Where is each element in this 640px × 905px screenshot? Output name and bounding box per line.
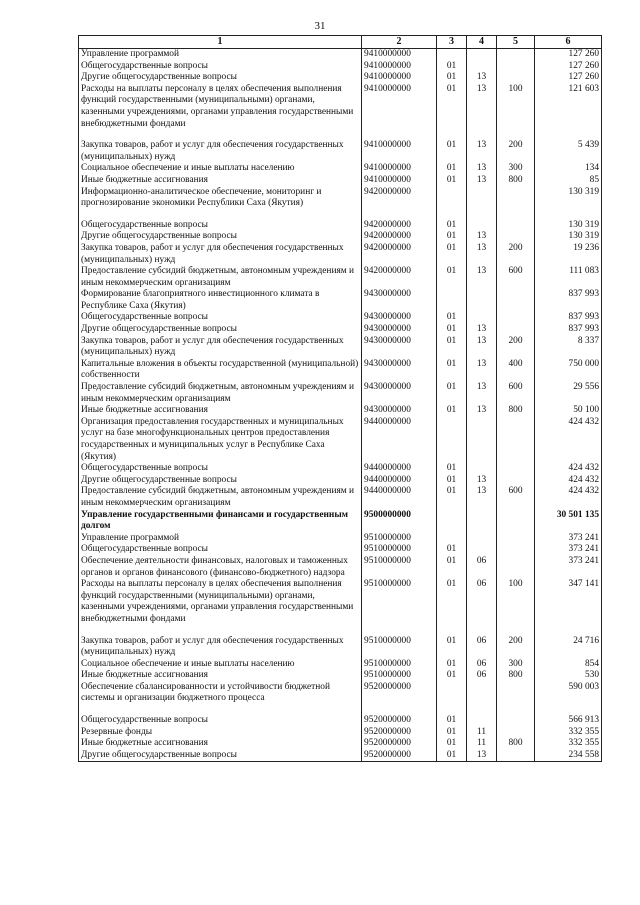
row-name-cell: Иные бюджетные ассигнования: [79, 670, 362, 682]
spacer-cell: [362, 130, 437, 140]
table-row: [79, 312, 602, 324]
row-amount-cell: 85: [535, 175, 602, 187]
table-row: [79, 84, 602, 130]
row-spacer: [79, 130, 602, 140]
table-row: [79, 659, 602, 671]
row-expense-type-cell: 600: [497, 382, 535, 405]
row-code-cell: 9410000000: [362, 49, 437, 61]
row-code-cell: 9520000000: [362, 682, 437, 705]
row-expense-type-cell: 300: [497, 659, 535, 671]
row-section-cell: 01: [437, 61, 467, 73]
row-name-cell: Формирование благоприятного инвестиционного климата в Республике Саха (Якутия): [79, 289, 362, 312]
row-section-cell: 01: [437, 486, 467, 509]
row-amount-cell: 424 432: [535, 475, 602, 487]
spacer-cell: [535, 705, 602, 715]
table-row: [79, 140, 602, 163]
spacer-cell: [535, 626, 602, 636]
row-name-cell: Расходы на выплаты персоналу в целях обеспечения выполнения функций государственными (муниципальными) органами, казенными учреждениями, органами управления государственными внебюджетными фондами: [79, 579, 362, 625]
row-code-cell: 9430000000: [362, 289, 437, 312]
row-name-cell: Предоставление субсидий бюджетным, автономным учреждениям и иным некоммерческим организациям: [79, 382, 362, 405]
row-subsection-cell: 13: [467, 163, 497, 175]
row-subsection-cell: [467, 49, 497, 61]
row-subsection-cell: [467, 187, 497, 210]
table-row: [79, 72, 602, 84]
table-row: [79, 544, 602, 556]
row-code-cell: 9410000000: [362, 140, 437, 163]
row-subsection-cell: 13: [467, 359, 497, 382]
row-section-cell: 01: [437, 336, 467, 359]
table-row: [79, 486, 602, 509]
spacer-cell: [79, 705, 362, 715]
table-row: [79, 49, 602, 61]
row-code-cell: 9420000000: [362, 231, 437, 243]
row-subsection-cell: [467, 61, 497, 73]
page-number: 31: [314, 20, 326, 32]
row-name-cell: Социальное обеспечение и иные выплаты населению: [79, 659, 362, 671]
row-amount-cell: 373 241: [535, 556, 602, 579]
row-amount-cell: 837 993: [535, 289, 602, 312]
row-subsection-cell: [467, 715, 497, 727]
spacer-cell: [79, 626, 362, 636]
row-code-cell: 9420000000: [362, 187, 437, 210]
row-section-cell: [437, 682, 467, 705]
row-section-cell: 01: [437, 727, 467, 739]
row-expense-type-cell: [497, 556, 535, 579]
row-subsection-cell: [467, 544, 497, 556]
row-name-cell: Другие общегосударственные вопросы: [79, 324, 362, 336]
table-header-row: [79, 36, 602, 49]
row-section-cell: 01: [437, 670, 467, 682]
row-name-cell: Иные бюджетные ассигнования: [79, 405, 362, 417]
row-section-cell: [437, 187, 467, 210]
spacer-cell: [362, 705, 437, 715]
row-name-cell: Общегосударственные вопросы: [79, 61, 362, 73]
row-expense-type-cell: [497, 750, 535, 762]
row-expense-type-cell: [497, 463, 535, 475]
row-code-cell: 9420000000: [362, 243, 437, 266]
row-expense-type-cell: [497, 61, 535, 73]
row-expense-type-cell: [497, 324, 535, 336]
row-expense-type-cell: 800: [497, 405, 535, 417]
table-row: [79, 510, 602, 533]
row-expense-type-cell: [497, 289, 535, 312]
row-section-cell: [437, 533, 467, 545]
row-name-cell: Социальное обеспечение и иные выплаты населению: [79, 163, 362, 175]
table-row: [79, 682, 602, 705]
row-spacer: [79, 210, 602, 220]
row-code-cell: 9430000000: [362, 382, 437, 405]
row-subsection-cell: 13: [467, 231, 497, 243]
row-amount-cell: 854: [535, 659, 602, 671]
row-expense-type-cell: [497, 727, 535, 739]
header-col-3: 3: [437, 36, 467, 49]
row-name-cell: Резервные фонды: [79, 727, 362, 739]
row-section-cell: [437, 417, 467, 463]
row-section-cell: 01: [437, 750, 467, 762]
row-section-cell: [437, 49, 467, 61]
row-subsection-cell: 06: [467, 556, 497, 579]
row-code-cell: 9440000000: [362, 463, 437, 475]
row-expense-type-cell: 100: [497, 84, 535, 130]
table-row: [79, 220, 602, 232]
row-name-cell: Общегосударственные вопросы: [79, 312, 362, 324]
spacer-cell: [437, 210, 467, 220]
row-name-cell: Иные бюджетные ассигнования: [79, 175, 362, 187]
row-name-cell: Другие общегосударственные вопросы: [79, 72, 362, 84]
row-section-cell: 01: [437, 556, 467, 579]
header-col-1: 1: [79, 36, 362, 49]
row-section-cell: 01: [437, 140, 467, 163]
row-code-cell: 9520000000: [362, 715, 437, 727]
row-section-cell: 01: [437, 579, 467, 625]
row-subsection-cell: [467, 289, 497, 312]
header-col-5: 5: [497, 36, 535, 49]
row-amount-cell: 424 432: [535, 417, 602, 463]
row-name-cell: Закупка товаров, работ и услуг для обеспечения государственных (муниципальных) нужд: [79, 336, 362, 359]
row-section-cell: 01: [437, 231, 467, 243]
table-row: [79, 163, 602, 175]
spacer-cell: [362, 210, 437, 220]
spacer-cell: [437, 705, 467, 715]
row-amount-cell: 424 432: [535, 463, 602, 475]
table-row: [79, 336, 602, 359]
spacer-cell: [497, 705, 535, 715]
row-expense-type-cell: 600: [497, 266, 535, 289]
table-row: [79, 405, 602, 417]
row-amount-cell: 130 319: [535, 220, 602, 232]
row-subsection-cell: [467, 682, 497, 705]
row-expense-type-cell: 200: [497, 140, 535, 163]
row-subsection-cell: 13: [467, 140, 497, 163]
row-code-cell: 9520000000: [362, 727, 437, 739]
row-expense-type-cell: [497, 475, 535, 487]
row-subsection-cell: 06: [467, 636, 497, 659]
row-code-cell: 9510000000: [362, 556, 437, 579]
row-expense-type-cell: 800: [497, 175, 535, 187]
row-section-cell: 01: [437, 220, 467, 232]
row-code-cell: 9510000000: [362, 544, 437, 556]
row-subsection-cell: 13: [467, 475, 497, 487]
row-amount-cell: 373 241: [535, 533, 602, 545]
row-subsection-cell: 06: [467, 659, 497, 671]
row-expense-type-cell: [497, 72, 535, 84]
row-section-cell: 01: [437, 175, 467, 187]
row-subsection-cell: 13: [467, 405, 497, 417]
row-section-cell: 01: [437, 312, 467, 324]
table-row: [79, 750, 602, 762]
row-section-cell: [437, 510, 467, 533]
row-code-cell: 9410000000: [362, 84, 437, 130]
row-section-cell: 01: [437, 243, 467, 266]
table-row: [79, 579, 602, 625]
table-row: [79, 475, 602, 487]
row-name-cell: Закупка товаров, работ и услуг для обеспечения государственных (муниципальных) нужд: [79, 140, 362, 163]
row-section-cell: 01: [437, 72, 467, 84]
row-name-cell: Обеспечение деятельности финансовых, налоговых и таможенных органов и органов финансового (финансово-бюджетного) надзора: [79, 556, 362, 579]
table-row: [79, 556, 602, 579]
row-subsection-cell: [467, 417, 497, 463]
row-section-cell: 01: [437, 463, 467, 475]
row-expense-type-cell: 400: [497, 359, 535, 382]
table-row: [79, 670, 602, 682]
row-code-cell: 9420000000: [362, 220, 437, 232]
row-section-cell: 01: [437, 475, 467, 487]
spacer-cell: [79, 130, 362, 140]
header-col-6: 6: [535, 36, 602, 49]
row-code-cell: 9410000000: [362, 175, 437, 187]
row-section-cell: 01: [437, 738, 467, 750]
row-code-cell: 9440000000: [362, 417, 437, 463]
row-code-cell: 9430000000: [362, 359, 437, 382]
row-spacer: [79, 626, 602, 636]
spacer-cell: [437, 626, 467, 636]
row-name-cell: Иные бюджетные ассигнования: [79, 738, 362, 750]
row-name-cell: Общегосударственные вопросы: [79, 463, 362, 475]
row-code-cell: 9520000000: [362, 750, 437, 762]
row-section-cell: 01: [437, 84, 467, 130]
row-code-cell: 9520000000: [362, 738, 437, 750]
row-code-cell: 9430000000: [362, 405, 437, 417]
spacer-cell: [497, 626, 535, 636]
row-section-cell: [437, 289, 467, 312]
table-row: [79, 382, 602, 405]
row-name-cell: Общегосударственные вопросы: [79, 715, 362, 727]
row-subsection-cell: 13: [467, 266, 497, 289]
row-amount-cell: 373 241: [535, 544, 602, 556]
table-row: [79, 266, 602, 289]
row-amount-cell: 332 355: [535, 727, 602, 739]
row-subsection-cell: 13: [467, 382, 497, 405]
row-name-cell: Расходы на выплаты персоналу в целях обеспечения выполнения функций государственными (муниципальными) органами, казенными учреждениями, органами управления государственными внебюджетными фондами: [79, 84, 362, 130]
row-subsection-cell: 11: [467, 727, 497, 739]
row-amount-cell: 50 100: [535, 405, 602, 417]
row-expense-type-cell: [497, 49, 535, 61]
row-section-cell: 01: [437, 163, 467, 175]
header-col-4: 4: [467, 36, 497, 49]
row-name-cell: Капитальные вложения в объекты государственной (муниципальной) собственности: [79, 359, 362, 382]
row-name-cell: Управление программой: [79, 533, 362, 545]
budget-table: [78, 35, 602, 762]
row-amount-cell: 590 003: [535, 682, 602, 705]
row-subsection-cell: 13: [467, 72, 497, 84]
spacer-cell: [467, 705, 497, 715]
table-row: [79, 324, 602, 336]
table-row: [79, 417, 602, 463]
row-amount-cell: 111 083: [535, 266, 602, 289]
row-subsection-cell: 13: [467, 486, 497, 509]
row-subsection-cell: [467, 533, 497, 545]
row-amount-cell: 347 141: [535, 579, 602, 625]
row-expense-type-cell: 200: [497, 243, 535, 266]
row-amount-cell: 837 993: [535, 324, 602, 336]
row-name-cell: Обеспечение сбалансированности и устойчивости бюджетной системы и организации бюджетного процесса: [79, 682, 362, 705]
row-amount-cell: 566 913: [535, 715, 602, 727]
table-row: [79, 289, 602, 312]
row-amount-cell: 130 319: [535, 231, 602, 243]
row-subsection-cell: [467, 510, 497, 533]
table-row: [79, 243, 602, 266]
row-expense-type-cell: 100: [497, 579, 535, 625]
row-expense-type-cell: [497, 220, 535, 232]
row-name-cell: Управление программой: [79, 49, 362, 61]
row-amount-cell: 30 501 135: [535, 510, 602, 533]
row-amount-cell: 127 260: [535, 49, 602, 61]
row-section-cell: 01: [437, 266, 467, 289]
row-amount-cell: 5 439: [535, 140, 602, 163]
table-row: [79, 175, 602, 187]
row-section-cell: 01: [437, 324, 467, 336]
row-amount-cell: 19 236: [535, 243, 602, 266]
row-amount-cell: 121 603: [535, 84, 602, 130]
row-code-cell: 9510000000: [362, 670, 437, 682]
row-subsection-cell: 06: [467, 670, 497, 682]
row-name-cell: Управление государственными финансами и государственным долгом: [79, 510, 362, 533]
row-amount-cell: 424 432: [535, 486, 602, 509]
row-code-cell: 9510000000: [362, 533, 437, 545]
row-amount-cell: 134: [535, 163, 602, 175]
row-amount-cell: 29 556: [535, 382, 602, 405]
row-amount-cell: 530: [535, 670, 602, 682]
row-subsection-cell: 11: [467, 738, 497, 750]
row-subsection-cell: [467, 463, 497, 475]
row-amount-cell: 750 000: [535, 359, 602, 382]
row-expense-type-cell: [497, 510, 535, 533]
row-subsection-cell: [467, 220, 497, 232]
row-name-cell: Предоставление субсидий бюджетным, автономным учреждениям и иным некоммерческим организациям: [79, 486, 362, 509]
row-expense-type-cell: [497, 231, 535, 243]
row-name-cell: Другие общегосударственные вопросы: [79, 475, 362, 487]
row-code-cell: 9430000000: [362, 324, 437, 336]
table-row: [79, 359, 602, 382]
spacer-cell: [497, 210, 535, 220]
spacer-cell: [535, 210, 602, 220]
row-subsection-cell: 06: [467, 579, 497, 625]
row-amount-cell: 837 993: [535, 312, 602, 324]
row-code-cell: 9430000000: [362, 336, 437, 359]
row-amount-cell: 24 716: [535, 636, 602, 659]
row-subsection-cell: 13: [467, 175, 497, 187]
row-expense-type-cell: [497, 682, 535, 705]
row-name-cell: Закупка товаров, работ и услуг для обеспечения государственных (муниципальных) нужд: [79, 243, 362, 266]
row-spacer: [79, 705, 602, 715]
row-code-cell: 9510000000: [362, 636, 437, 659]
spacer-cell: [535, 130, 602, 140]
row-code-cell: 9500000000: [362, 510, 437, 533]
row-subsection-cell: 13: [467, 84, 497, 130]
row-code-cell: 9410000000: [362, 163, 437, 175]
row-subsection-cell: 13: [467, 750, 497, 762]
spacer-cell: [467, 130, 497, 140]
table-row: [79, 727, 602, 739]
row-code-cell: 9410000000: [362, 72, 437, 84]
row-name-cell: Другие общегосударственные вопросы: [79, 231, 362, 243]
spacer-cell: [362, 626, 437, 636]
row-expense-type-cell: [497, 544, 535, 556]
table-row: [79, 61, 602, 73]
row-name-cell: Другие общегосударственные вопросы: [79, 750, 362, 762]
row-name-cell: Закупка товаров, работ и услуг для обеспечения государственных (муниципальных) нужд: [79, 636, 362, 659]
row-name-cell: Общегосударственные вопросы: [79, 544, 362, 556]
row-subsection-cell: 13: [467, 243, 497, 266]
row-name-cell: Организация предоставления государственных и муниципальных услуг на базе многофункциональных центров предоставления государственных и муниципальных услуг в Республике Саха (Якутия): [79, 417, 362, 463]
row-code-cell: 9420000000: [362, 266, 437, 289]
row-subsection-cell: 13: [467, 336, 497, 359]
row-section-cell: 01: [437, 359, 467, 382]
table-row: [79, 187, 602, 210]
row-code-cell: 9410000000: [362, 61, 437, 73]
row-section-cell: 01: [437, 636, 467, 659]
row-code-cell: 9430000000: [362, 312, 437, 324]
row-section-cell: 01: [437, 382, 467, 405]
row-expense-type-cell: 200: [497, 636, 535, 659]
row-section-cell: 01: [437, 715, 467, 727]
row-expense-type-cell: [497, 312, 535, 324]
row-subsection-cell: [467, 312, 497, 324]
spacer-cell: [437, 130, 467, 140]
row-name-cell: Общегосударственные вопросы: [79, 220, 362, 232]
row-section-cell: 01: [437, 405, 467, 417]
row-expense-type-cell: 600: [497, 486, 535, 509]
table-row: [79, 463, 602, 475]
row-code-cell: 9510000000: [362, 659, 437, 671]
spacer-cell: [467, 210, 497, 220]
table-row: [79, 715, 602, 727]
row-expense-type-cell: [497, 715, 535, 727]
row-amount-cell: 127 260: [535, 61, 602, 73]
row-code-cell: 9440000000: [362, 475, 437, 487]
row-amount-cell: 130 319: [535, 187, 602, 210]
row-amount-cell: 127 260: [535, 72, 602, 84]
row-expense-type-cell: [497, 417, 535, 463]
row-amount-cell: 8 337: [535, 336, 602, 359]
spacer-cell: [497, 130, 535, 140]
row-expense-type-cell: [497, 187, 535, 210]
row-amount-cell: 332 355: [535, 738, 602, 750]
spacer-cell: [467, 626, 497, 636]
row-subsection-cell: 13: [467, 324, 497, 336]
table-row: [79, 738, 602, 750]
header-col-2: 2: [362, 36, 437, 49]
row-section-cell: 01: [437, 544, 467, 556]
row-amount-cell: 234 558: [535, 750, 602, 762]
row-expense-type-cell: 800: [497, 670, 535, 682]
spacer-cell: [79, 210, 362, 220]
row-name-cell: Предоставление субсидий бюджетным, автономным учреждениям и иным некоммерческим организациям: [79, 266, 362, 289]
row-expense-type-cell: [497, 533, 535, 545]
row-code-cell: 9440000000: [362, 486, 437, 509]
table-row: [79, 636, 602, 659]
table-row: [79, 231, 602, 243]
row-section-cell: 01: [437, 659, 467, 671]
row-expense-type-cell: 300: [497, 163, 535, 175]
row-expense-type-cell: 800: [497, 738, 535, 750]
row-expense-type-cell: 200: [497, 336, 535, 359]
row-name-cell: Информационно-аналитическое обеспечение, мониторинг и прогнозирование экономики Республики Саха (Якутия): [79, 187, 362, 210]
row-code-cell: 9510000000: [362, 579, 437, 625]
table-row: [79, 533, 602, 545]
